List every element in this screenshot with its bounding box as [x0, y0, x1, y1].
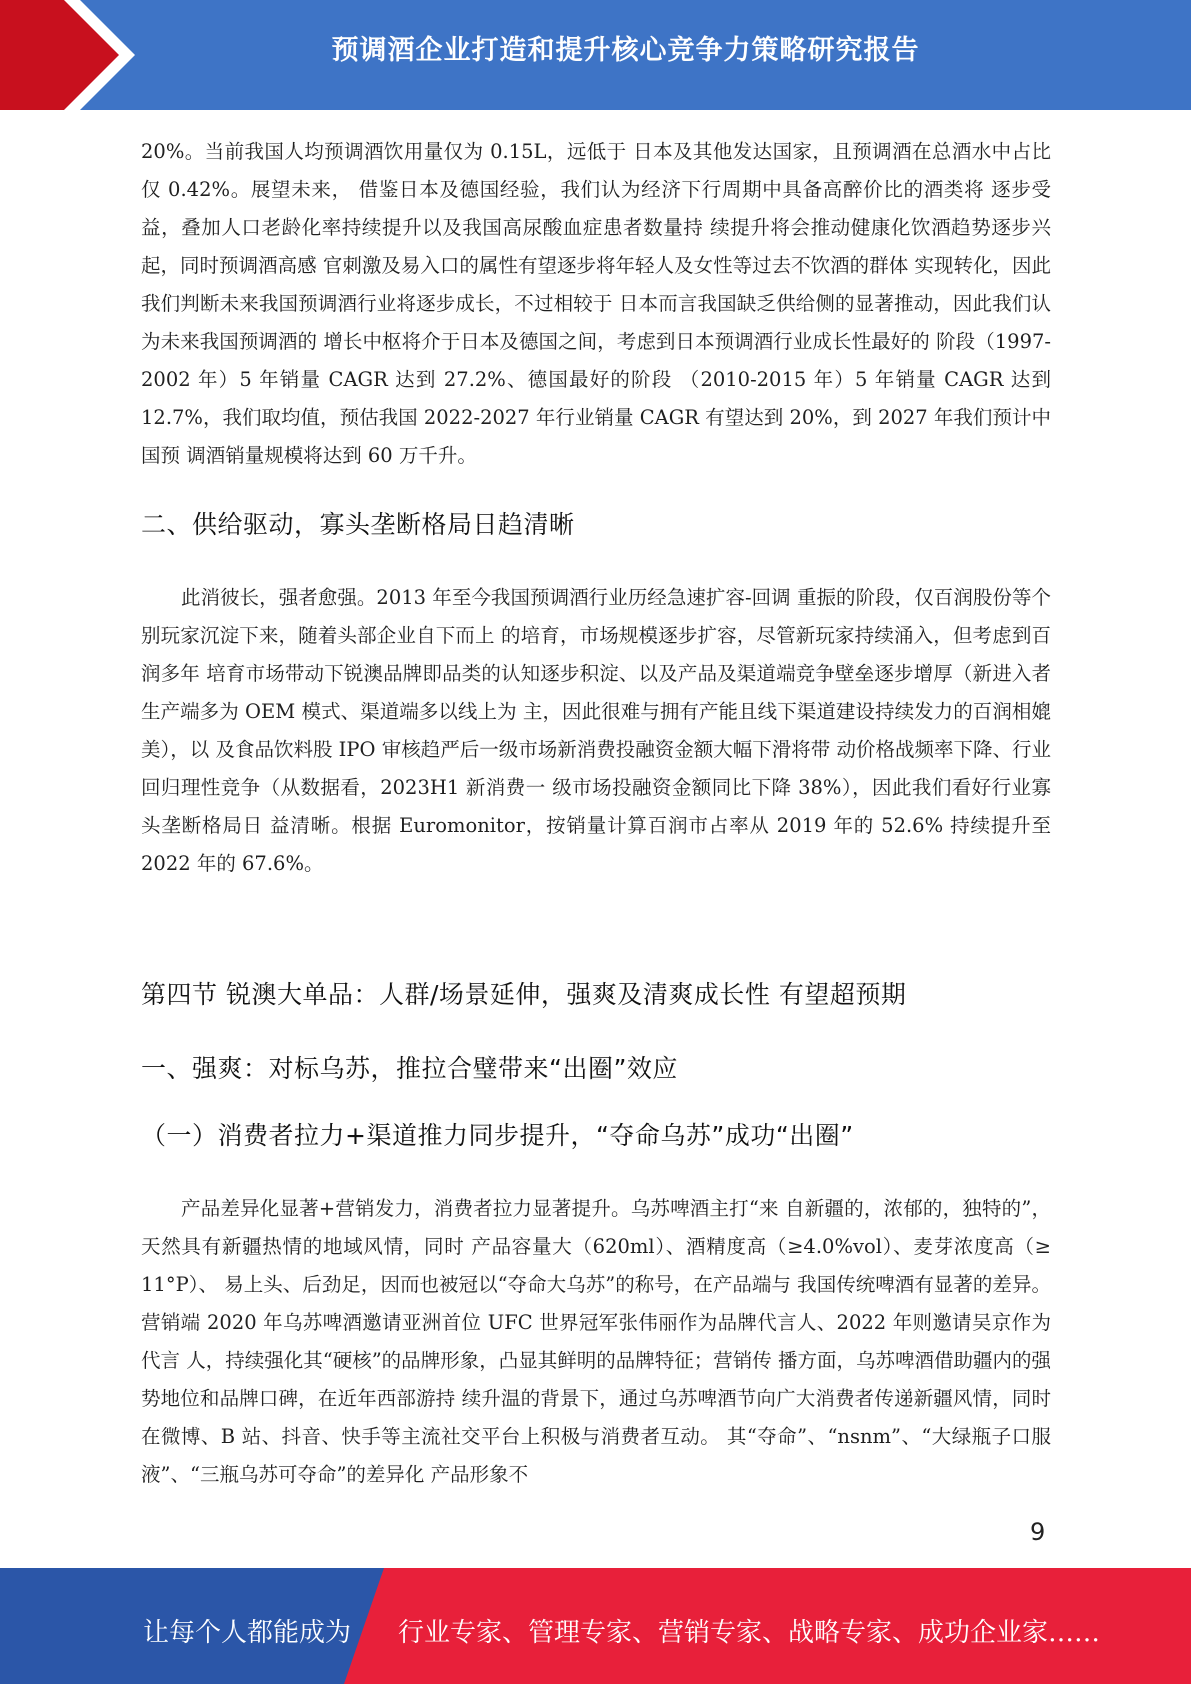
- subsection-heading-strong: 一、强爽：对标乌苏，推拉合璧带来“出圈”效应: [141, 1054, 678, 1083]
- page-footer: [0, 1568, 1191, 1684]
- main-content: [141, 133, 1051, 1494]
- paragraph-supply-driven: 此消彼长，强者愈强。2013 年至今我国预调酒行业历经急速扩容-回调 重振的阶段，仅百润股份等个别玩家沉淀下来，随着头部企业自下而上 的培育，市场规模逐步扩容，尽管新玩家持续涌入，但考虑到百润多年 培育市场带动下锐澳品牌即品类的认知逐步积淀、以及产品及渠道端竞争壁垒逐步增厚（新进入者生产端多为 OEM 模式、渠道端多以线上为 主，因此很难与拥有产能且线下渠道建设持续发力的百润相媲美），以 及食品饮料股 IPO 审核趋严后一级市场新消费投融资金额大幅下滑将带 动价格战频率下降、行业回归理性竞争（从数据看，2023H1 新消费一 级市场投融资金额同比下降 38%），因此我们看好行业寡头垄断格局日 益清晰。根据 Euromonitor，按销量计算百润市占率从 2019 年的 52.6% 持续提升至 2022 年的 67.6%。: [141, 586, 1051, 875]
- section-heading-rio: 第四节 锐澳大单品：人群/场景延伸，强爽及清爽成长性 有望超预期: [141, 980, 907, 1009]
- section-heading-supply: 二、供给驱动，寡头垄断格局日趋清晰: [141, 510, 575, 539]
- subsection-heading-consumer-pull: （一）消费者拉力+渠道推力同步提升，“夺命乌苏”成功“出圈”: [141, 1121, 854, 1150]
- report-title: 预调酒企业打造和提升核心竞争力策略研究报告: [331, 35, 920, 66]
- paragraph-market-outlook: 20%。当前我国人均预调酒饮用量仅为 0.15L，远低于 日本及其他发达国家，且预调酒在总酒水中占比仅 0.42%。展望未来， 借鉴日本及德国经验，我们认为经济下行周期中具备高醉价比的酒类将 逐步受益，叠加人口老龄化率持续提升以及我国高尿酸血症患者数量持 续提升将会推动健康化饮酒趋势逐步兴起，同时预调酒高感 官刺激及易入口的属性有望逐步将年轻人及女性等过去不饮酒的群体 实现转化，因此我们判断未来我国预调酒行业将逐步成长，不过相较于 日本而言我国缺乏供给侧的显著推动，因此我们认为未来我国预调酒的 增长中枢将介于日本及德国之间，考虑到日本预调酒行业成长性最好的 阶段（1997-2002 年）5 年销量 CAGR 达到 27.2%、德国最好的阶段 （2010-2015 年）5 年销量 CAGR 达到 12.7%，我们取均值，预估我国 2022-2027 年行业销量 CAGR 有望达到 20%，到 2027 年我们预计中国预 调酒销量规模将达到 60 万千升。: [141, 140, 1051, 467]
- footer-slogan-left: 让每个人都能成为: [143, 1618, 352, 1648]
- page-header: [0, 0, 1191, 110]
- page-number: 9: [1030, 1518, 1046, 1546]
- paragraph-wusu-beer: 产品差异化显著+营销发力，消费者拉力显著提升。乌苏啤酒主打“来 自新疆的，浓郁的，独特的”，天然具有新疆热情的地域风情，同时 产品容量大（620ml）、酒精度高（≥4.0%vol）、麦芽浓度高（≥ 11°P）、 易上头、后劲足，因而也被冠以“夺命大乌苏”的称号，在产品端与 我国传统啤酒有显著的差异。营销端 2020 年乌苏啤酒邀请亚洲首位 UFC 世界冠军张伟丽作为品牌代言人、2022 年则邀请吴京作为代言 人，持续强化其“硬核”的品牌形象，凸显其鲜明的品牌特征；营销传 播方面，乌苏啤酒借助疆内的强势地位和品牌口碑，在近年西部游持 续升温的背景下，通过乌苏啤酒节向广大消费者传递新疆风情，同时 在微博、B 站、抖音、快手等主流社交平台上积极与消费者互动。 其“夺命”、“nsnm”、“大绿瓶子口服液”、“三瓶乌苏可夺命”的差异化 产品形象不: [141, 1197, 1051, 1486]
- footer-slogan-right: 行业专家、管理专家、营销专家、战略专家、成功企业家……: [398, 1618, 1101, 1648]
